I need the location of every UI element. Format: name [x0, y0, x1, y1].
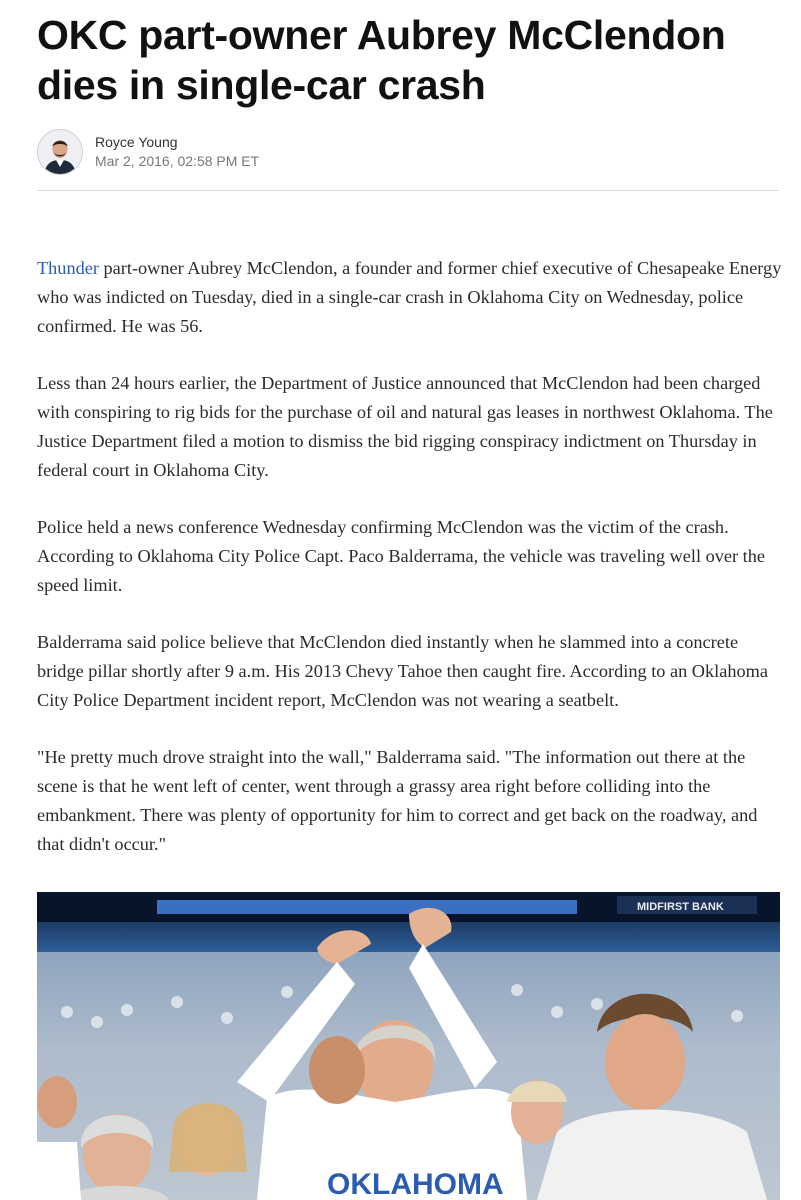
author-photo-icon [38, 130, 82, 174]
article-paragraph: Police held a news conference Wednesday confirming McClendon was the victim of the crash. According to Oklahoma City Police Capt. Paco Balderrama, the vehicle was traveling well over the speed limit. [37, 517, 765, 595]
article-paragraph: Balderrama said police believe that McClendon died instantly when he slammed into a concrete bridge pillar shortly after 9 a.m. His 2013 Chevy Tahoe then caught fire. According to an Oklahoma City Police Department incident report, McClendon was not wearing a seatbelt. [37, 632, 768, 710]
article-paragraph: Less than 24 hours earlier, the Department of Justice announced that McClendon had been charged with conspiring to rig bids for the purchase of oil and natural gas leases in northwest Oklahoma. The Justice Department filed a motion to dismiss the bid rigging conspiracy indictment on Thursday in federal court in Oklahoma City. [37, 373, 773, 480]
header-divider [37, 190, 779, 191]
author-avatar[interactable] [37, 129, 83, 175]
arena-banner-text: MIDFIRST BANK [637, 901, 724, 913]
publish-timestamp: Mar 2, 2016, 02:58 PM ET [95, 153, 260, 169]
author-name[interactable]: Royce Young [95, 134, 178, 150]
byline [37, 129, 779, 177]
article-body [37, 254, 782, 887]
article-paragraph [37, 254, 782, 341]
shirt-text: OKLAHOMA [327, 1168, 504, 1200]
celebration-photo-image [37, 892, 780, 1200]
thunder-link[interactable]: Thunder [37, 258, 99, 278]
article-paragraph: "He pretty much drove straight into the wall," Balderrama said. "The information out there at the scene is that he went left of center, went through a grassy area right before colliding into the embankment. There was plenty of opportunity for him to correct and get back on the roadway, and that didn't occur." [37, 747, 758, 854]
article-photo[interactable] [37, 892, 780, 1200]
article-headline: OKC part-owner Aubrey McClendon dies in single-car crash [37, 12, 726, 108]
paragraph-text: part-owner Aubrey McClendon, a founder and former chief executive of Chesapeake Energy who was indicted on Tuesday, died in a single-car crash in Oklahoma City on Wednesday, police confirmed. He was 56. [37, 258, 782, 336]
